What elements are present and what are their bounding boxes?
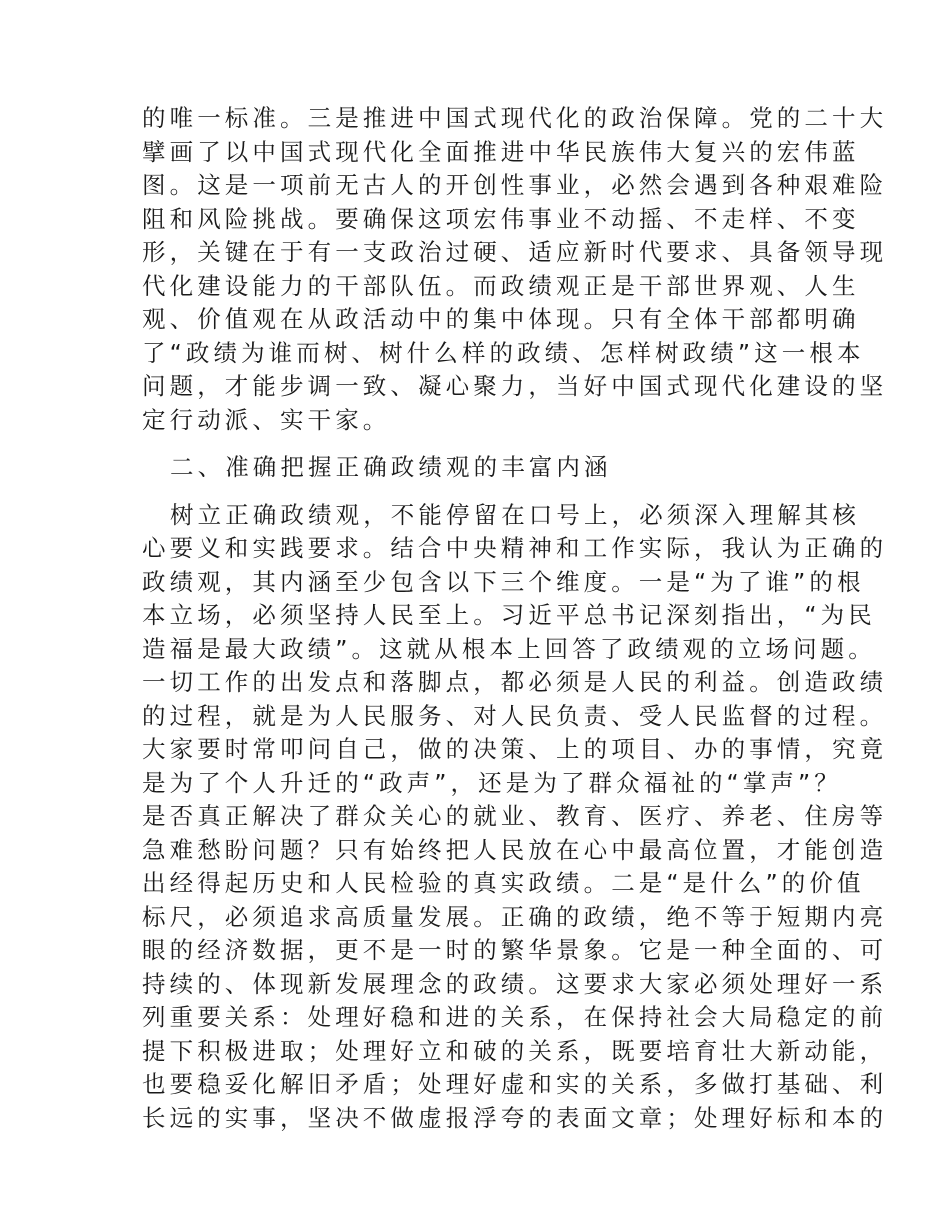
text-line: 的过程，就是为人民服务、对人民负责、受人民监督的过程。	[142, 701, 888, 730]
spacer	[142, 485, 822, 499]
text-line: 阻和风险挑战。要确保这项宏伟事业不动摇、不走样、不变	[142, 204, 860, 233]
text-line: 的唯一标准。三是推进中国式现代化的政治保障。党的二十大	[142, 104, 888, 132]
paragraph	[142, 102, 888, 437]
text-line: 列重要关系：处理好稳和进的关系，在保持社会大局稳定的前	[142, 1003, 888, 1031]
text-line: 图。这是一项前无古人的开创性事业，必然会遇到各种艰难险	[142, 171, 888, 199]
text-line: 本立场，必须坚持人民至上。习近平总书记深刻指出，“为民	[142, 601, 876, 629]
spacer	[142, 437, 822, 451]
text-line: 代化建设能力的干部队伍。而政绩观正是干部世界观、人生	[142, 271, 860, 300]
text-line: 是否真正解决了群众关心的就业、教育、医疗、养老、住房等	[142, 802, 888, 830]
paragraph	[142, 499, 888, 1136]
text-line: 树立正确政绩观，不能停留在口号上，必须深入理解其核	[170, 500, 860, 529]
text-line: 急难愁盼问题？只有始终把人民放在心中最高位置，才能创造	[142, 835, 888, 864]
text-line: 擘画了以中国式现代化全面推进中华民族伟大复兴的宏伟蓝	[142, 137, 860, 166]
text-line: 形，关键在于有一支政治过硬、适应新时代要求、具备领导现	[142, 238, 888, 266]
text-line: 大家要时常叩问自己，做的决策、上的项目、办的事情，究竟	[142, 735, 888, 763]
text-line: 一切工作的出发点和落脚点，都必须是人民的利益。创造政绩	[142, 668, 888, 696]
document-page	[142, 102, 888, 1135]
section-heading: 二、准确把握正确政绩观的丰富内涵	[170, 453, 612, 481]
text-line: 问题，才能步调一致、凝心聚力，当好中国式现代化建设的坚	[142, 372, 888, 400]
text-line: 心要义和实践要求。结合中央精神和工作实际，我认为正确的	[142, 534, 888, 562]
text-line: 出经得起历史和人民检验的真实政绩。二是“是什么”的价值	[142, 869, 865, 897]
text-line: 持续的、体现新发展理念的政绩。这要求大家必须处理好一系	[142, 969, 888, 998]
text-line: 眼的经济数据，更不是一时的繁华景象。它是一种全面的、可	[142, 936, 888, 964]
text-line: 造福是最大政绩”。这就从根本上回答了政绩观的立场问题。	[142, 634, 876, 663]
text-line: 标尺，必须追求高质量发展。正确的政绩，绝不等于短期内亮	[142, 902, 888, 931]
text-line: 长远的实事，坚决不做虚报浮夸的表面文章；处理好标和本的	[142, 1103, 888, 1132]
text-line: 是为了个人升迁的“政声”，还是为了群众福祉的“掌声”？	[142, 768, 842, 797]
text-line: 定行动派、实干家。	[142, 405, 391, 434]
text-line: 提下积极进取；处理好立和破的关系，既要培育壮大新动能，	[142, 1036, 888, 1065]
text-line: 政绩观，其内涵至少包含以下三个维度。一是“为了谁”的根	[142, 567, 865, 596]
text-line: 也要稳妥化解旧矛盾；处理好虚和实的关系，多做打基础、利	[142, 1070, 888, 1098]
text-line: 了“政绩为谁而树、树什么样的政绩、怎样树政绩”这一根本	[142, 338, 865, 367]
text-line: 观、价值观在从政活动中的集中体现。只有全体干部都明确	[142, 305, 860, 333]
